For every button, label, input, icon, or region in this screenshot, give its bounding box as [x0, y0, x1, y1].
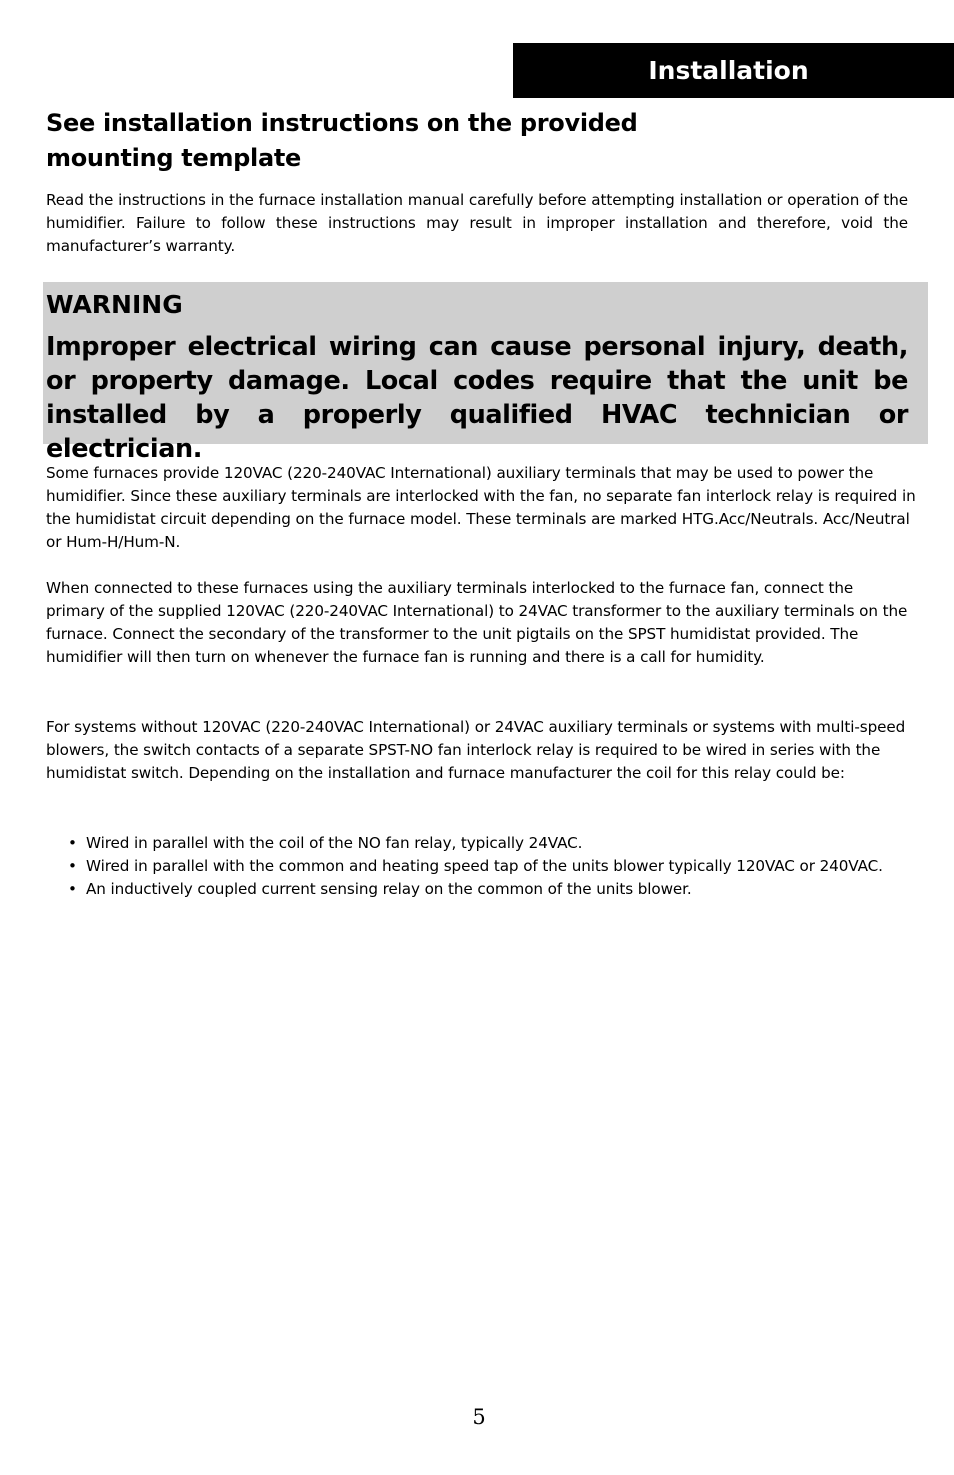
warning-text: Improper electrical wiring can cause personal injury, death, or property damage. Local codes require that the unit be installed by a properly qualified HVAC technician or electrician. — [46, 332, 908, 464]
section-tab: Installation — [513, 43, 954, 98]
page-heading: See installation instructions on the provided mounting template — [46, 109, 638, 172]
body-paragraph-transformer: When connected to these furnaces using the auxiliary terminals interlocked to the furnace fan, connect the primary of the supplied 120VAC (220-240VAC International) to 24VAC transformer to the auxiliary terminals on the furnace. Connect the secondary of the transformer to the unit pigtails on the SPST humidistat provided. The humidifier will then turn on whenever the furnace fan is running and there is a call for humidity. — [46, 579, 908, 666]
bullet-mark: • — [68, 880, 77, 898]
warning-box — [43, 282, 928, 464]
page-number: 5 — [472, 1405, 486, 1429]
list-item — [68, 832, 908, 855]
bullet-mark: • — [68, 834, 77, 852]
relay-coil-options-list — [68, 832, 908, 901]
bullet-mark: • — [68, 857, 77, 875]
list-item-text: Wired in parallel with the common and heating speed tap of the units blower typically 120VAC or 240VAC. — [86, 857, 883, 875]
list-item-text: Wired in parallel with the coil of the NO fan relay, typically 24VAC. — [86, 834, 583, 852]
list-item — [68, 878, 908, 901]
body-paragraph-interlock-relay: For systems without 120VAC (220-240VAC International) or 24VAC auxiliary terminals or systems with multi-speed blowers, the switch contacts of a separate SPST-NO fan interlock relay is required to be wired in series with the humidistat switch. Depending on the installation and furnace manufacturer the coil for this relay could be: — [46, 718, 906, 782]
intro-paragraph: Read the instructions in the furnace installation manual carefully before attempting installation or operation of the humidifier. Failure to follow these instructions may result in improper installation and therefore, void the manufacturer’s warranty. — [46, 191, 908, 255]
warning-title: WARNING — [46, 290, 183, 319]
list-item-text: An inductively coupled current sensing relay on the common of the units blower. — [86, 880, 692, 898]
body-paragraph-aux-terminals: Some furnaces provide 120VAC (220-240VAC International) auxiliary terminals that may be used to power the humidifier. Since these auxiliary terminals are interlocked with the fan, no separate fan interlock relay is required in the humidistat circuit depending on the furnace model. These terminals are marked HTG.Acc/Neutrals. Acc/Neutral or Hum-H/Hum-N. — [46, 464, 916, 551]
list-item — [68, 855, 908, 878]
